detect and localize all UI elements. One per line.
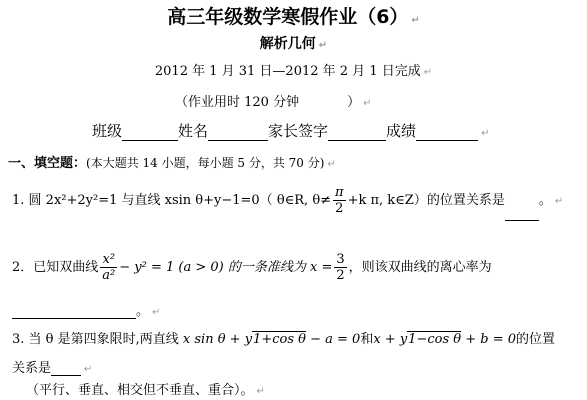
parent-signature-label: 家长签字 (268, 122, 329, 140)
score-blank[interactable] (416, 126, 478, 141)
class-label: 班级 (92, 122, 123, 140)
class-blank[interactable] (122, 126, 178, 141)
q1-fraction: $\frac{\pi}{2}$ (335, 185, 344, 216)
name-label: 姓名 (178, 122, 209, 140)
q2-fraction: $\frac{\text{x²}}{\text{a²}}$ (102, 252, 116, 283)
question-3: 3. 当 θ 是第四象限时,两直线 x sin θ + y1+cos θ − a = 0和x + y1−cos θ + b = 0的位置 (12, 332, 556, 347)
q3-radical-1: 1+cos θ (253, 332, 306, 347)
section-heading: 一、填空题：(本大题共 14 小题，每小题 5 分，共 70 分) ↵ (8, 156, 336, 171)
q3-radical-2: 1−cos θ (408, 332, 462, 347)
name-blank[interactable] (208, 126, 268, 141)
student-info-fields: 班级 姓名 家长签字 成绩 ↵ (92, 122, 490, 140)
time-limit: （作业用时 120 分钟 ） ↵ (175, 95, 372, 110)
date-range: 2012 年 1 月 31 日—2012 年 2 月 1 日完成 ↵ (154, 64, 433, 79)
page-title: 高三年级数学寒假作业（6） ↵ (167, 6, 420, 28)
q1-answer-blank[interactable] (505, 208, 539, 221)
q3-answer-blank[interactable] (51, 363, 81, 376)
question-2: 2．已知双曲线 $\frac{\text{x²}}{\text{a²}}$ − y² = 1 (a > 0) 的一条准线为 x = $\frac{3}{2}$ ，则该双曲线的离心率为 (12, 252, 492, 283)
question-3-options: （平行、垂直、相交但不垂直、重合）。 ↵ (26, 383, 265, 398)
question-2-answer-line: 。 ↵ (12, 300, 160, 319)
question-3-line-2: 关系是 ↵ (12, 361, 93, 376)
question-1: 1. 圆 2x²+2y²=1 与直线 xsin θ+y−1=0（ θ∈R, θ≠ $\frac{\pi}{2}$ +k π, k∈Z）的位置关系是 。 ↵ (12, 182, 563, 221)
q2-answer-blank[interactable] (12, 306, 136, 319)
q2-fraction-2: $\frac{3}{2}$ (336, 252, 345, 283)
page-subtitle: 解析几何 ↵ (259, 36, 328, 52)
parent-signature-blank[interactable] (328, 126, 386, 141)
score-label: 成绩 (386, 122, 417, 140)
